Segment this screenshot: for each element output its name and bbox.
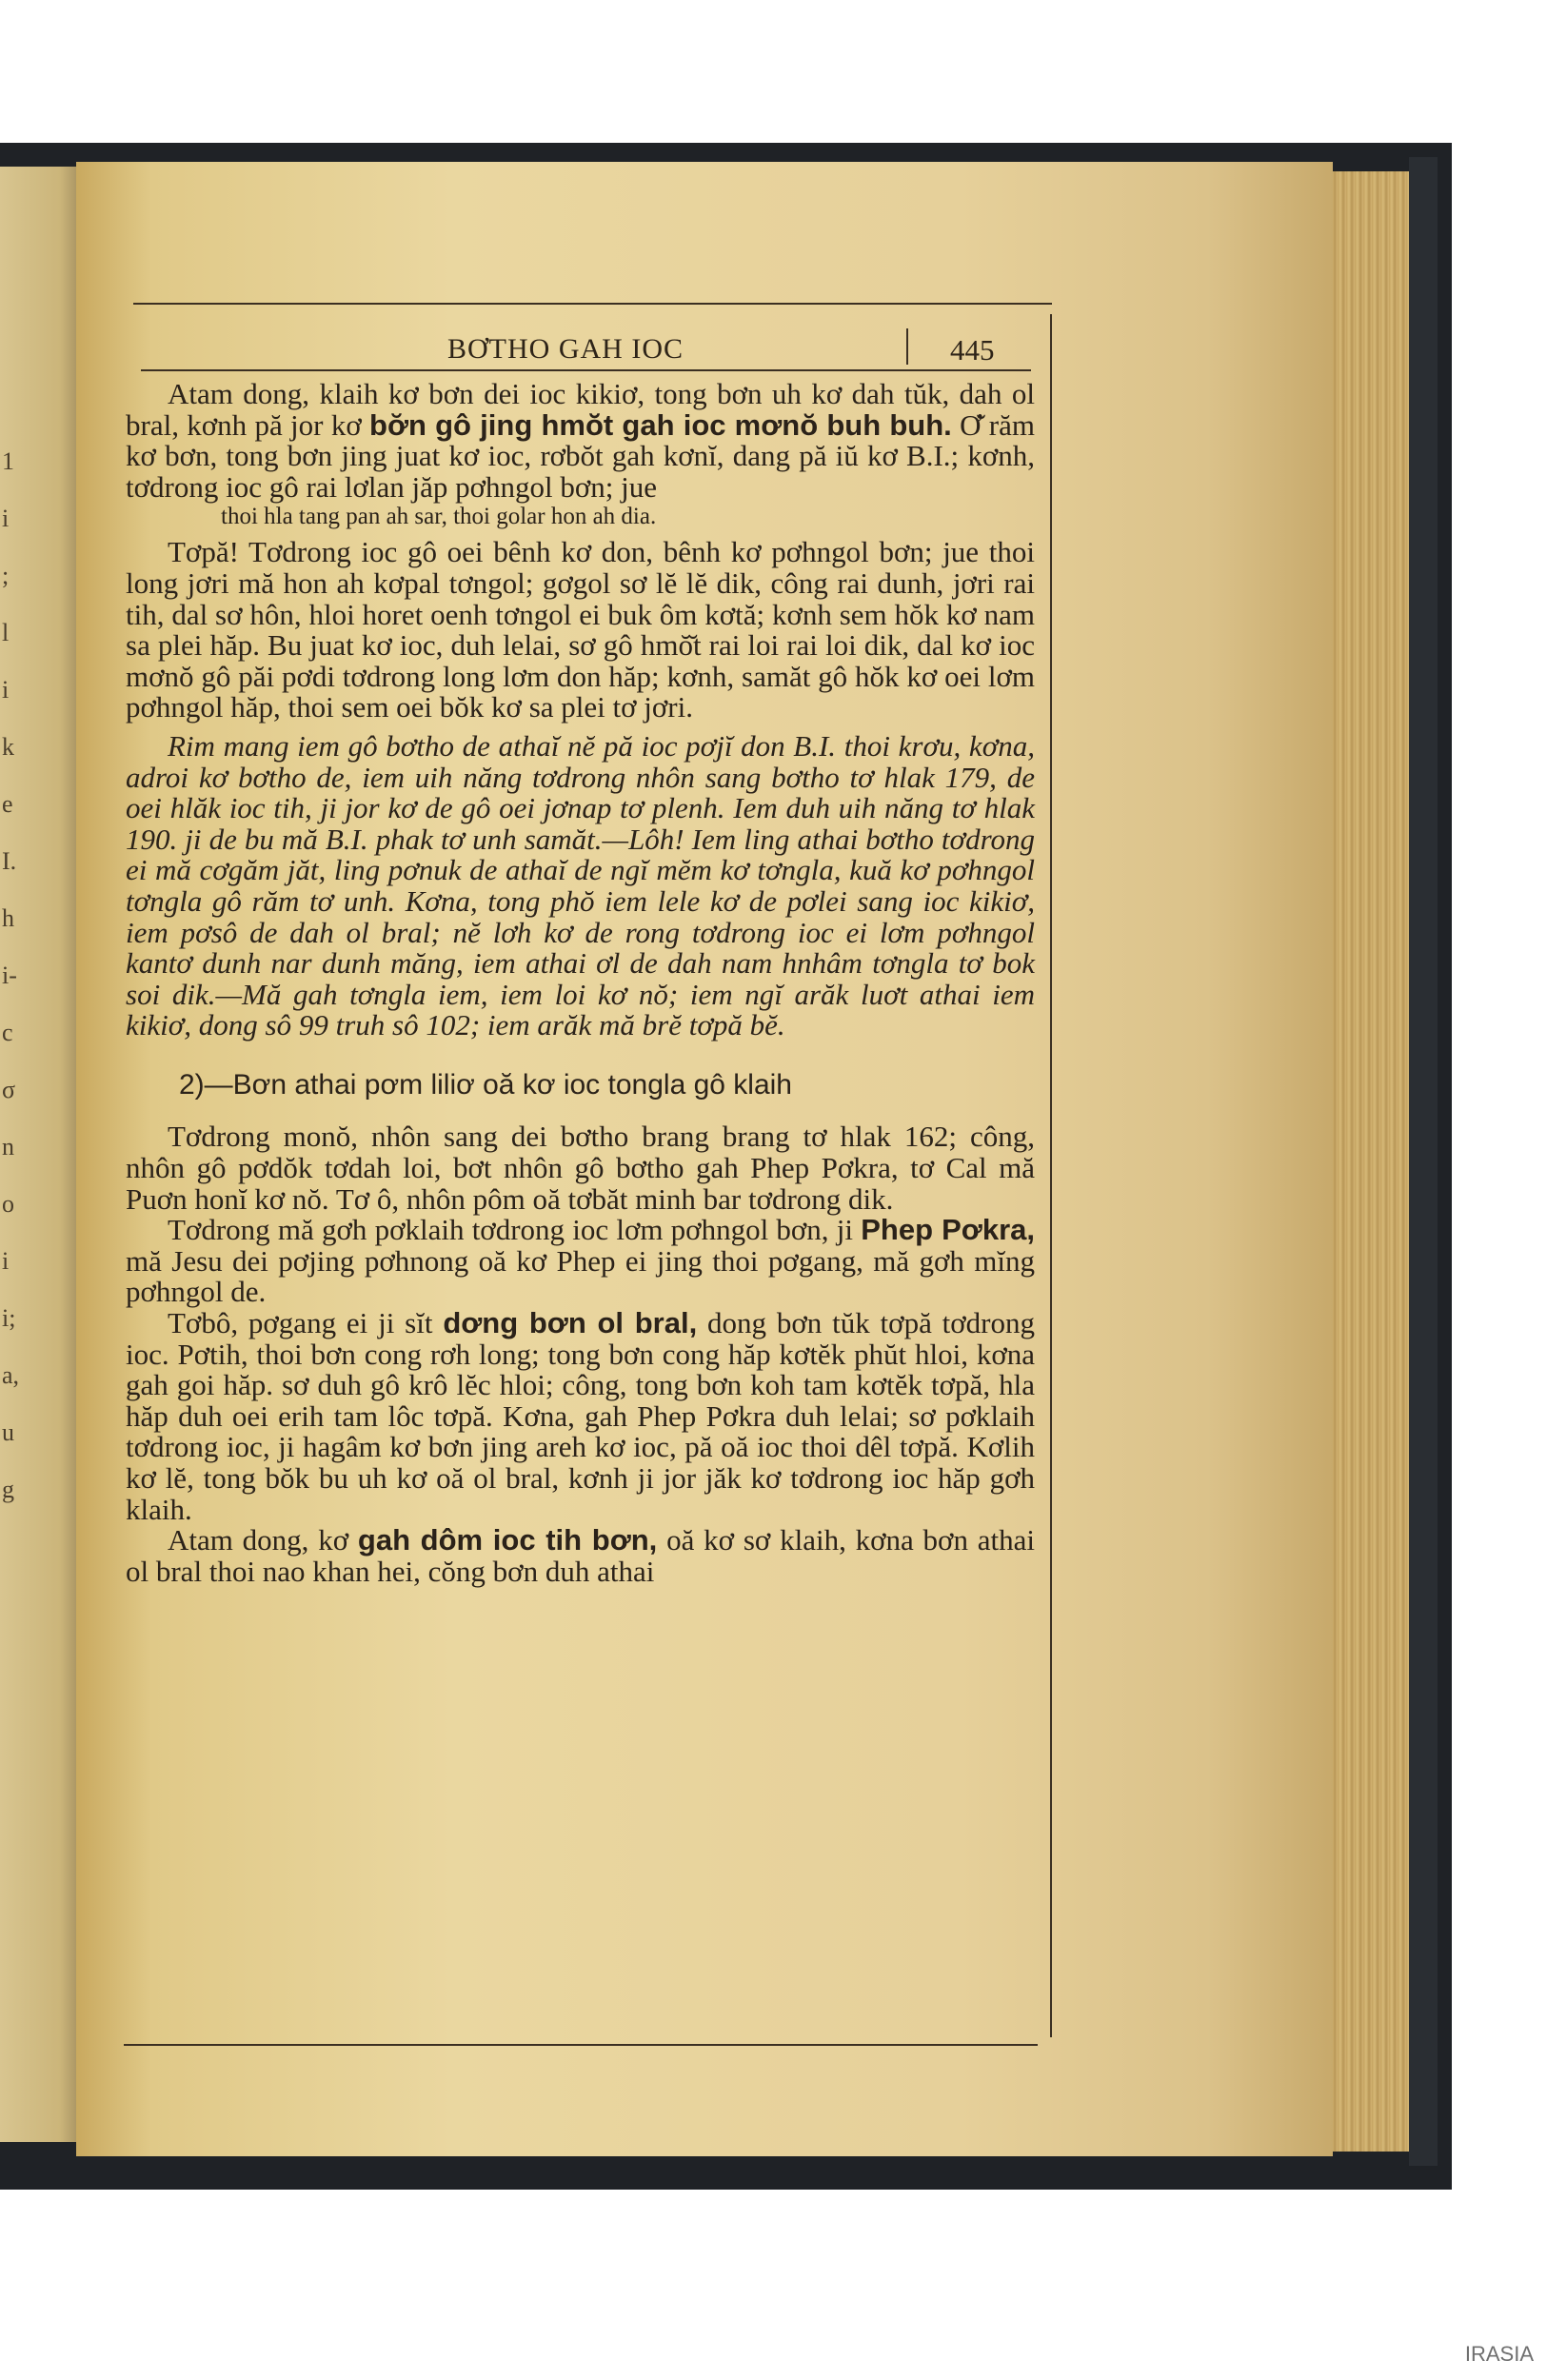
text-run: 2)—Bơn athai pơm liliơ oă kơ ioc tongla gô klaih [179, 1068, 792, 1101]
header-rule-bottom [141, 369, 1031, 371]
text-run: Ơ̆ răm kơ bơn, tong bơn jing juat kơ ioc, rơbŏt gah kơnĭ, dang pă iŭ kơ B.I.; kơnh, tơdrong ioc gô rai lơlan jăp pơhngol bơn; jue [126, 407, 1035, 504]
text-run: Tơdrong mă gơh pơklaih tơdrong ioc lơm pơhngol bơn, ji [168, 1213, 862, 1247]
text-run: Tơpă! Tơdrong ioc gô oei bênh kơ don, bênh kơ pơhngol bơn; jue thoi long jơri mă hon ah kơpal tơngol; gơgol sơ lĕ lĕ dik, công rai dunh, jơri rai tih, dal sơ hôn, hloi horet oenh tơngol ei buk ôm kơtă; kơnh sem hŏk kơ nam sa plei hăp. Bu juat kơ ioc, duh lelai, sơ gô hmŏ̆t rai loi rai loi dik, dal kơ ioc mơnŏ gô păi pơdi tơdrong long lơm don hăp; kơnh, samăt gô hŏk kơ oei lơm pơhngol hăp, thoi sem oei bŏk kơ sa plei tơ jơri. [126, 535, 1035, 724]
bold-phrase: gah dôm ioc tih bơn, [357, 1523, 658, 1557]
text-run: Atam dong, klaih kơ bơn dei ioc kikiơ, tong bơn uh kơ dah tŭk, dah ol bral, kơnh pă jor kơ [126, 377, 1035, 442]
page-number: 445 [950, 333, 995, 367]
text-run: Tơbô, pơgang ei ji sĭt [168, 1306, 444, 1340]
watermark: IRASIA [1464, 2342, 1534, 2366]
paragraph [126, 1308, 1035, 1525]
text-run: Rim mang iem gô bơtho de athaĭ nĕ pă ioc pơjĭ don B.I. thoi krơu, kơna, adroi kơ bơtho de, iem uih năng tơdrong nhôn sang bơtho tơ hlak 179, de oei hlăk ioc tih, ji jor kơ de gô oei jơnap tơ plenh. Iem duh uih năng tơ hlak 190. ji de bu mă B.I. phak tơ unh samăt.—Lôh! Iem ling athai bơtho tơdrong ei mă cơgăm jăt, ling pơnuk de athaĭ de ngĭ mĕm kơ tơngla, kuă kơ pơhngol tơngla gô răm tơ unh. Kơna, tong phŏ iem lele kơ de pơlei sang ioc kikiơ, iem pơsô de dah ol bral; nĕ lơh kơ de rong tơdrong ioc ei lơm pơhngol kantơ dunh nar dunh măng, iem athai ơl de dah nam hnhâm tơngla tơ bok soi dik.—Mă gah tơngla iem, iem loi kơ nŏ; iem ngĭ arăk luơt athai iem kikiơ, dong sô 99 truh sô 102; iem arăk mă brĕ tơpă bĕ. [126, 728, 1035, 1042]
paragraph [126, 728, 1035, 1042]
header-rule-top [133, 303, 1052, 305]
text-run: dong bơn tŭk tơpă tơdrong ioc. Pơtih, thoi bơn cong rơh long; tong bơn cong hăp kơtĕk phŭt hloi, kơna gah goi hăp. sơ duh gô krô lĕc hloi; công, tong bơn koh tam kơtĕk tơpă, hla hăp duh oei erih tam lôc tơpă. Kơna, gah Phep Pơkra duh lelai; sơ pơklaih tơdrong ioc, ji hagâm kơ bơn jing areh kơ ioc, pă oă ioc thoi dêl tơpă. Kơlih kơ lĕ, tong bŏk bu uh kơ oă ol bral, kơnh ji jor jăk kơ tơdrong ioc hăp gơh klaih. [126, 1306, 1035, 1526]
bold-phrase: bơ̆n gô jing hmŏ̆t gah ioc mơnŏ buh buh. [369, 407, 952, 442]
bold-phrase: Phep Pơkra, [861, 1213, 1035, 1247]
margin-rule-right [1050, 314, 1052, 2037]
section-heading [179, 1070, 1035, 1101]
paragraph [126, 1121, 1035, 1215]
paragraph [126, 503, 1035, 531]
paragraph [126, 1525, 1035, 1587]
text-run: oă kơ sơ klaih, kơna bơn athai ol bral thoi nao khan hei, cŏng bơn duh athai [126, 1523, 1035, 1588]
text-run: mă Jesu dei pơjing pơhnong oă kơ Phep ei jing thoi pơgang, mă gơh mĭng pơhngol de. [126, 1243, 1035, 1309]
header-divider [906, 328, 908, 365]
footer-rule [124, 2044, 1038, 2046]
text-run: thoi hla tang pan ah sar, thoi golar hon ah dia. [221, 504, 657, 530]
page-body-text [126, 379, 1035, 1587]
paragraph [126, 1215, 1035, 1308]
running-title: BƠTHO GAH IOC [447, 333, 684, 365]
left-page-edge [0, 167, 86, 2142]
book-cover-right [1409, 157, 1438, 2166]
text-run: Atam dong, kơ [168, 1523, 358, 1557]
text-run: Tơdrong monŏ, nhôn sang dei bơtho brang brang tơ hlak 162; công, nhôn gô pơdŏk tơdah loi, bơt nhôn gô bơtho gah Phep Pơkra, tơ Cal mă Puơn honĭ kơ nŏ. Tơ ô, nhôn pôm oă tơbăt minh bar tơdrong dik. [126, 1120, 1035, 1216]
paragraph [126, 379, 1035, 503]
paragraph [126, 537, 1035, 724]
left-page-edge-glyphs: 1 i ; l i k e I. h i- c σ n oi i; a, ug [2, 447, 20, 1503]
bold-phrase: dơng bơn ol bral, [443, 1306, 698, 1340]
